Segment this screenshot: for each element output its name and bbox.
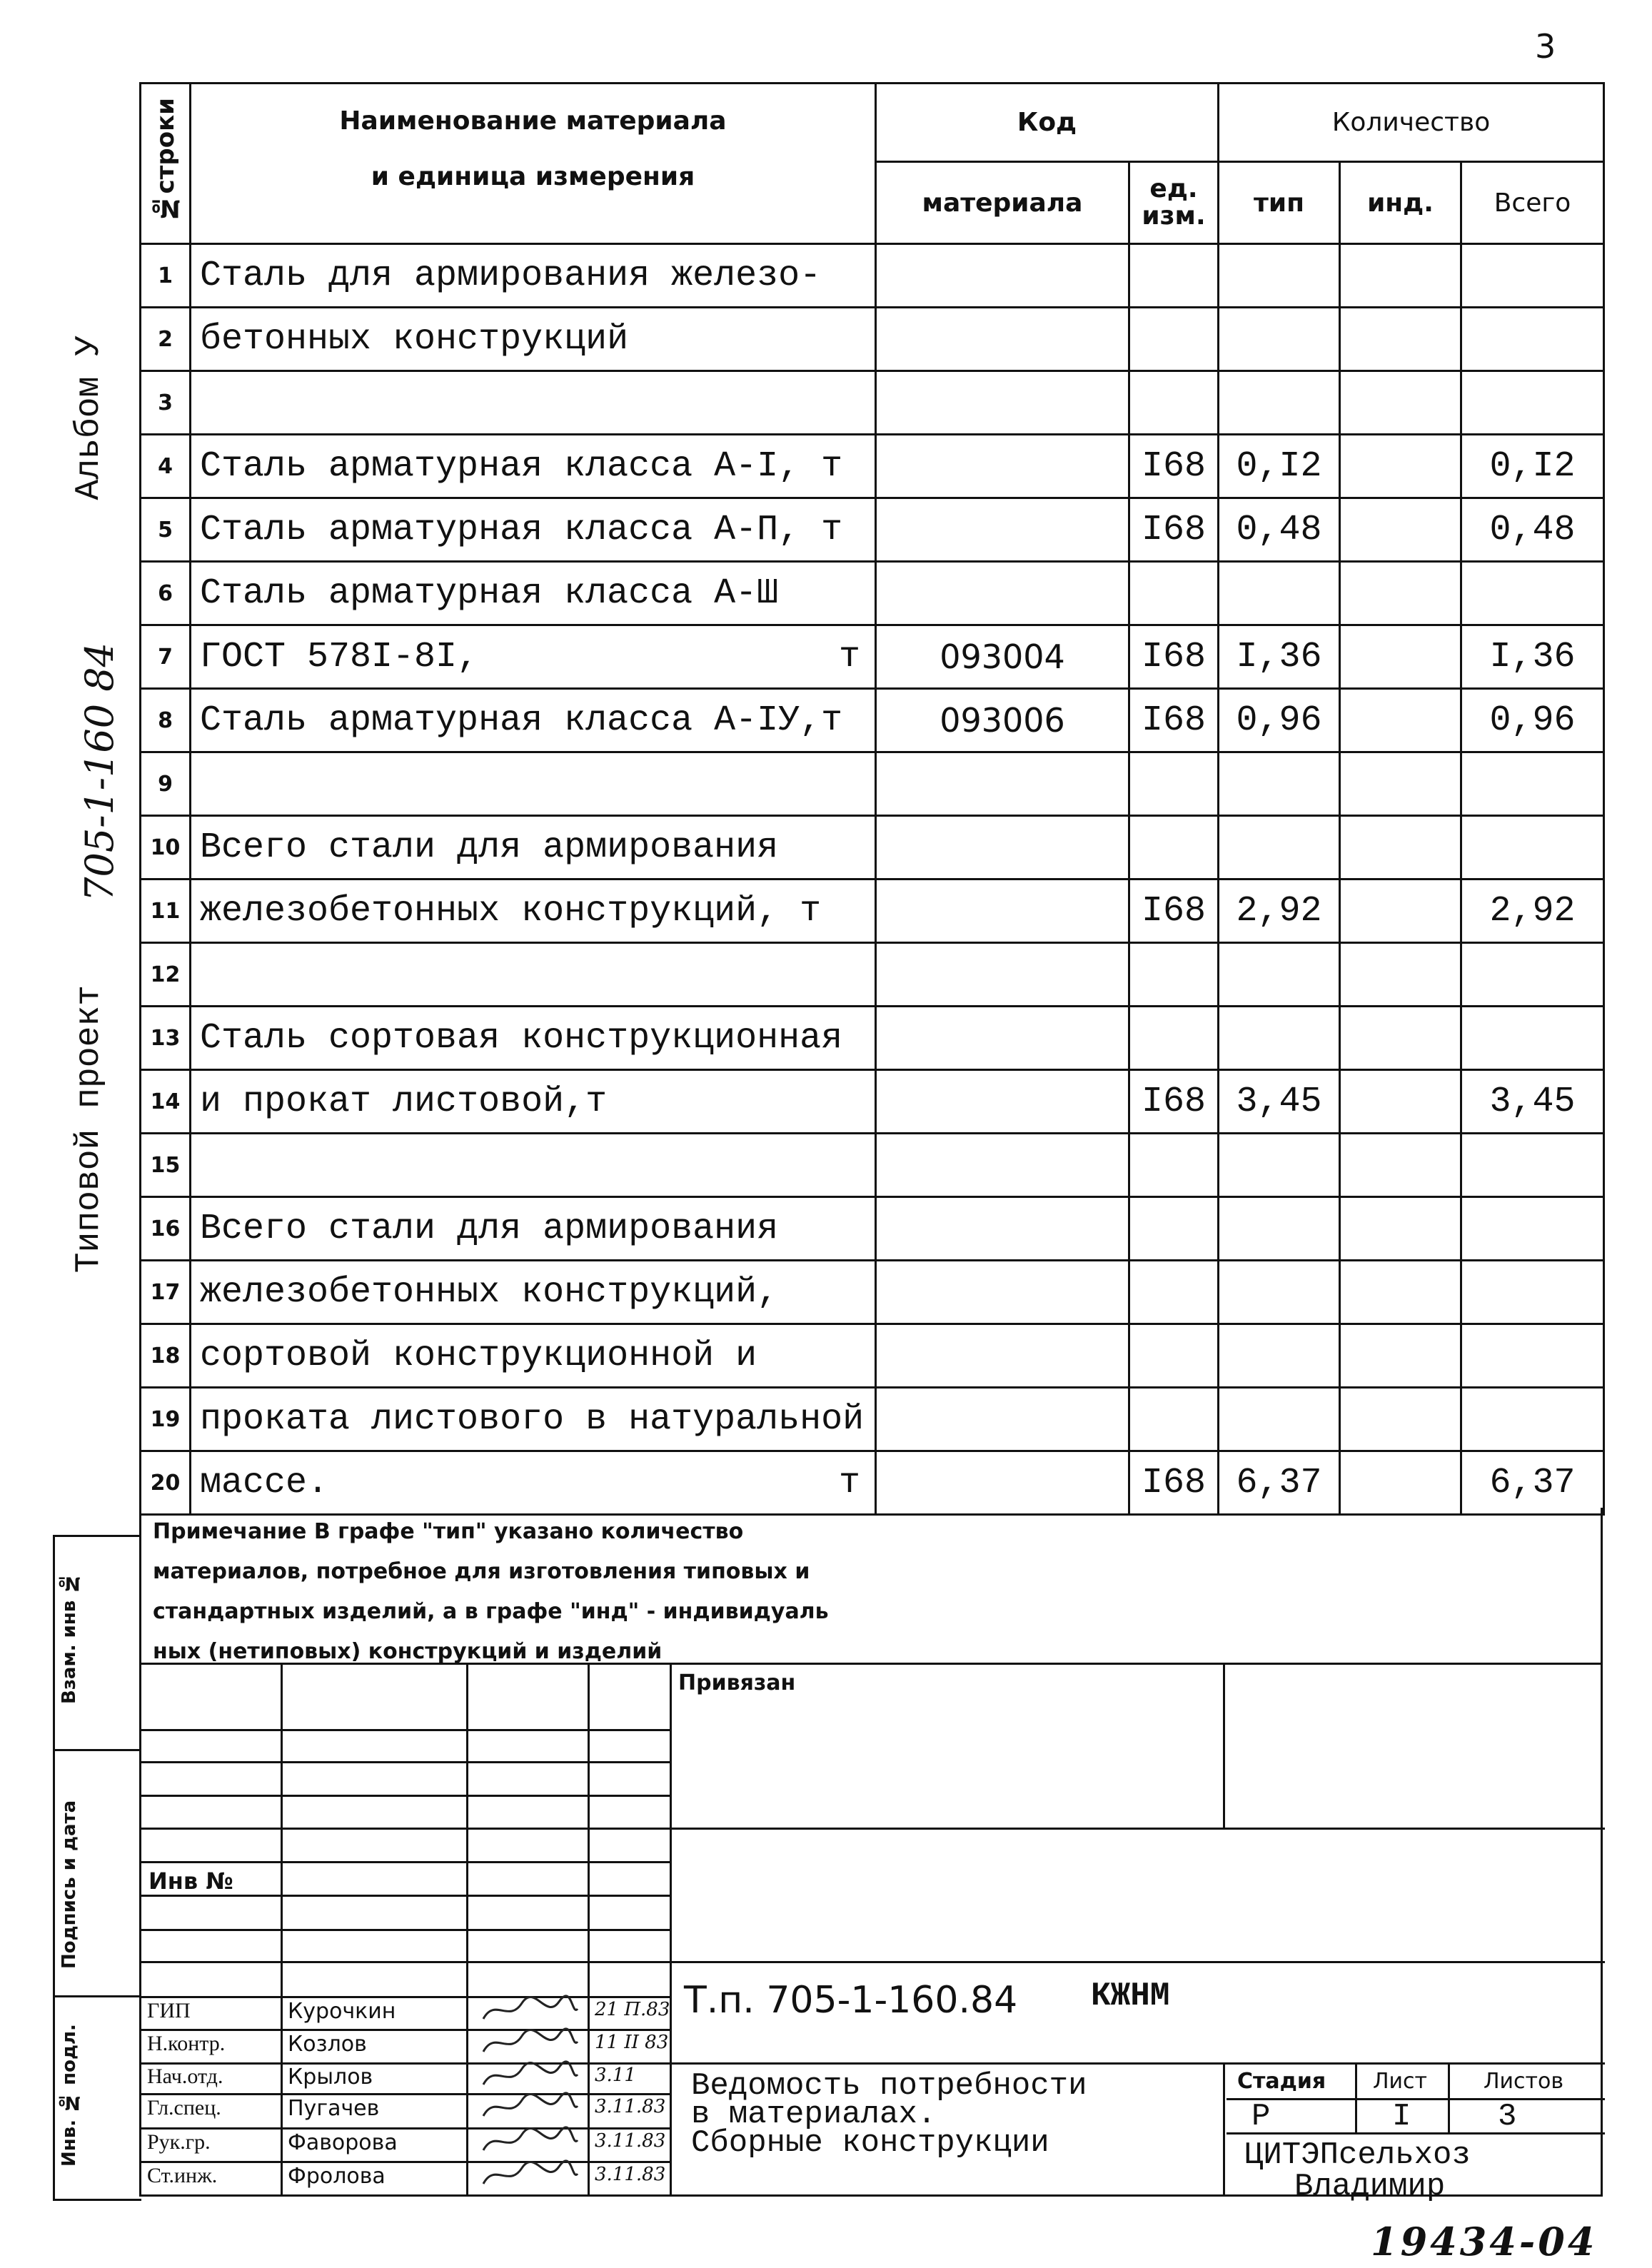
- title-block: [139, 1665, 1603, 2204]
- unit-code: [1129, 1388, 1219, 1451]
- qty-ind: [1340, 308, 1461, 371]
- table-row: [141, 1197, 1604, 1261]
- qty-type: 6,37: [1219, 1451, 1340, 1515]
- unit-code: [1129, 1324, 1219, 1388]
- qty-ind: [1340, 1324, 1461, 1388]
- organization-city: Владимир: [1294, 2169, 1446, 2204]
- unit-code: I68: [1129, 1070, 1219, 1134]
- unit-code: [1129, 1197, 1219, 1261]
- qty-total: 6,37: [1461, 1451, 1604, 1515]
- row-number: 6: [141, 562, 191, 625]
- header-code-unit: ед. изм.: [1129, 162, 1219, 244]
- doc-mark: КЖНМ: [1091, 1977, 1170, 2015]
- table-row: [141, 435, 1604, 498]
- header-qty-type: тип: [1219, 162, 1340, 244]
- qty-total: 2,92: [1461, 880, 1604, 943]
- row-number: 20: [141, 1451, 191, 1515]
- material-code: [876, 244, 1129, 308]
- unit-code: I68: [1129, 435, 1219, 498]
- row-number: 10: [141, 816, 191, 880]
- material-code: [876, 435, 1129, 498]
- material-code: [876, 1007, 1129, 1070]
- material-code: 093006: [876, 689, 1129, 752]
- margin-divider: [53, 1749, 141, 1751]
- margin-field-vzam-inv: Взам. инв №: [59, 1572, 80, 1705]
- qty-ind: [1340, 816, 1461, 880]
- qty-total: [1461, 1388, 1604, 1451]
- table-row: [141, 1134, 1604, 1197]
- material-name: [191, 943, 876, 1007]
- material-name: Сталь арматурная класса А-IУ,т: [191, 689, 876, 752]
- table-row: [141, 689, 1604, 752]
- material-name: и прокат листовой,т: [191, 1070, 876, 1134]
- row-number: 14: [141, 1070, 191, 1134]
- material-code: [876, 308, 1129, 371]
- qty-type: [1219, 562, 1340, 625]
- row-number: 7: [141, 625, 191, 689]
- signature-scribble: [480, 2126, 580, 2164]
- material-name: Сталь сортовая конструкционная: [191, 1007, 876, 1070]
- row-number: 19: [141, 1388, 191, 1451]
- qty-total: 0,48: [1461, 498, 1604, 562]
- privyazan-label: Привязан: [678, 1670, 796, 1695]
- qty-type: [1219, 943, 1340, 1007]
- table-row: [141, 498, 1604, 562]
- qty-type: [1219, 1007, 1340, 1070]
- qty-total: [1461, 371, 1604, 435]
- qty-type: [1219, 1134, 1340, 1197]
- row-number: 5: [141, 498, 191, 562]
- margin-field-signature-date: Подпись и дата: [59, 1800, 80, 1970]
- qty-ind: [1340, 435, 1461, 498]
- material-code: [876, 498, 1129, 562]
- sheet-value: I: [1392, 2099, 1411, 2135]
- unit-code: [1129, 752, 1219, 816]
- staff-date: 3.11.83: [595, 2096, 666, 2117]
- table-row: [141, 943, 1604, 1007]
- staff-date: 3.11: [595, 2065, 636, 2086]
- material-name: массе. т: [191, 1451, 876, 1515]
- qty-type: 0,48: [1219, 498, 1340, 562]
- unit-code: [1129, 244, 1219, 308]
- qty-total: [1461, 1324, 1604, 1388]
- sheet-label: Лист: [1373, 2069, 1428, 2094]
- table-row: [141, 1324, 1604, 1388]
- qty-ind: [1340, 880, 1461, 943]
- qty-type: [1219, 1388, 1340, 1451]
- margin-border: [53, 1535, 55, 2200]
- margin-divider: [53, 1535, 141, 1537]
- table-row: [141, 1070, 1604, 1134]
- material-code: [876, 562, 1129, 625]
- qty-ind: [1340, 1451, 1461, 1515]
- unit-label: т: [838, 636, 860, 677]
- margin-field-inv-podl: Инв. № подл.: [59, 2024, 80, 2167]
- qty-ind: [1340, 1388, 1461, 1451]
- material-code: [876, 1134, 1129, 1197]
- material-name: [191, 752, 876, 816]
- material-code: [876, 1388, 1129, 1451]
- table-row: [141, 816, 1604, 880]
- qty-ind: [1340, 1007, 1461, 1070]
- qty-total: [1461, 1134, 1604, 1197]
- staff-role: Гл.спец.: [147, 2096, 221, 2120]
- header-qty-total: Всего: [1461, 162, 1604, 244]
- qty-type: I,36: [1219, 625, 1340, 689]
- table-row: [141, 562, 1604, 625]
- organization-name: ЦИТЭПсельхоз: [1244, 2137, 1471, 2173]
- qty-type: 0,96: [1219, 689, 1340, 752]
- header-row-number: №строки: [141, 84, 191, 244]
- row-number: 13: [141, 1007, 191, 1070]
- note-text: Примечание В графе "тип" указано количество материалов, потребное для изготовления типовых и стандартных изделий, а в графе "инд" - индивидуаль ных (нетиповых) конструкций и изделий: [153, 1519, 829, 1664]
- qty-ind: [1340, 244, 1461, 308]
- unit-code: [1129, 1007, 1219, 1070]
- qty-total: [1461, 752, 1604, 816]
- qty-total: 0,I2: [1461, 435, 1604, 498]
- qty-ind: [1340, 1197, 1461, 1261]
- qty-type: [1219, 1197, 1340, 1261]
- header-name: Наименование материала и единица измерения: [191, 84, 876, 244]
- staff-date: 11 II 83: [595, 2032, 669, 2053]
- material-code: [876, 943, 1129, 1007]
- material-name: Сталь арматурная класса А-П, т: [191, 498, 876, 562]
- row-number: 2: [141, 308, 191, 371]
- qty-ind: [1340, 625, 1461, 689]
- row-number: 18: [141, 1324, 191, 1388]
- staff-name: Фролова: [288, 2164, 386, 2189]
- table-row: [141, 625, 1604, 689]
- qty-total: 3,45: [1461, 1070, 1604, 1134]
- unit-code: I68: [1129, 689, 1219, 752]
- row-number: 4: [141, 435, 191, 498]
- qty-type: 3,45: [1219, 1070, 1340, 1134]
- archive-number: 19434-04: [1371, 2219, 1598, 2264]
- qty-total: [1461, 562, 1604, 625]
- material-name: Сталь для армирования железо-: [191, 244, 876, 308]
- sheets-label: Листов: [1484, 2069, 1564, 2094]
- qty-ind: [1340, 752, 1461, 816]
- unit-code: I68: [1129, 880, 1219, 943]
- staff-name: Пугачев: [288, 2096, 380, 2121]
- qty-total: I,36: [1461, 625, 1604, 689]
- sheets-value: 3: [1498, 2099, 1517, 2135]
- signature-scribble: [480, 2092, 580, 2130]
- staff-role: ГИП: [147, 1999, 191, 2022]
- qty-ind: [1340, 689, 1461, 752]
- unit-code: I68: [1129, 1451, 1219, 1515]
- staff-date: 21 П.83: [595, 1999, 670, 2020]
- qty-ind: [1340, 562, 1461, 625]
- row-number: 3: [141, 371, 191, 435]
- qty-total: [1461, 816, 1604, 880]
- stage-label: Стадия: [1237, 2069, 1326, 2094]
- project-label: Типовой проект: [70, 985, 109, 1274]
- unit-code: [1129, 816, 1219, 880]
- material-name: проката листового в натуральной: [191, 1388, 876, 1451]
- qty-ind: [1340, 1261, 1461, 1324]
- table-row: [141, 244, 1604, 308]
- project-number-handwritten: 705-1-160 84: [77, 642, 122, 902]
- material-name: [191, 1134, 876, 1197]
- unit-code: [1129, 308, 1219, 371]
- table-row: [141, 1261, 1604, 1324]
- staff-date: 3.11.83: [595, 2164, 666, 2185]
- qty-total: [1461, 308, 1604, 371]
- staff-role: Н.контр.: [147, 2032, 226, 2055]
- row-number: 8: [141, 689, 191, 752]
- qty-ind: [1340, 498, 1461, 562]
- header-code: Код: [876, 84, 1219, 162]
- row-number: 16: [141, 1197, 191, 1261]
- unit-label: т: [838, 1462, 860, 1503]
- material-code: [876, 1197, 1129, 1261]
- qty-total: [1461, 943, 1604, 1007]
- table-row: [141, 308, 1604, 371]
- row-number: 17: [141, 1261, 191, 1324]
- staff-name: Курочкин: [288, 1999, 396, 2024]
- material-code: [876, 1261, 1129, 1324]
- qty-type: 2,92: [1219, 880, 1340, 943]
- doc-code: Т.п. 705-1-160.84: [684, 1979, 1018, 2022]
- material-name: бетонных конструкций: [191, 308, 876, 371]
- row-number: 15: [141, 1134, 191, 1197]
- qty-type: [1219, 371, 1340, 435]
- material-code: [876, 1451, 1129, 1515]
- staff-role: Рук.гр.: [147, 2130, 211, 2154]
- material-table: [139, 82, 1605, 1516]
- qty-total: [1461, 1261, 1604, 1324]
- material-name: Сталь арматурная класса А-I, т: [191, 435, 876, 498]
- margin-divider: [53, 2199, 141, 2201]
- material-name: железобетонных конструкций,: [191, 1261, 876, 1324]
- qty-ind: [1340, 371, 1461, 435]
- qty-ind: [1340, 943, 1461, 1007]
- qty-type: [1219, 752, 1340, 816]
- stage-value: Р: [1251, 2099, 1271, 2135]
- qty-total: 0,96: [1461, 689, 1604, 752]
- material-name: Всего стали для армирования: [191, 816, 876, 880]
- header-code-material: материала: [876, 162, 1129, 244]
- material-code: [876, 752, 1129, 816]
- staff-date: 3.11.83: [595, 2130, 666, 2152]
- staff-name: Фаворова: [288, 2130, 398, 2155]
- margin-divider: [53, 1995, 141, 1997]
- row-number: 11: [141, 880, 191, 943]
- qty-ind: [1340, 1134, 1461, 1197]
- material-name: Сталь арматурная класса А-Ш: [191, 562, 876, 625]
- qty-total: [1461, 244, 1604, 308]
- staff-role: Нач.отд.: [147, 2065, 223, 2088]
- unit-code: [1129, 943, 1219, 1007]
- material-code: [876, 1324, 1129, 1388]
- qty-type: [1219, 1261, 1340, 1324]
- material-code: [876, 371, 1129, 435]
- table-row: [141, 1451, 1604, 1515]
- material-code: 093004: [876, 625, 1129, 689]
- unit-code: [1129, 562, 1219, 625]
- page-number: 3: [1535, 27, 1556, 66]
- qty-type: [1219, 308, 1340, 371]
- qty-type: [1219, 1324, 1340, 1388]
- unit-code: I68: [1129, 625, 1219, 689]
- row-number: 9: [141, 752, 191, 816]
- staff-name: Козлов: [288, 2032, 367, 2057]
- header-qty-ind: инд.: [1340, 162, 1461, 244]
- material-name: железобетонных конструкций, т: [191, 880, 876, 943]
- qty-ind: [1340, 1070, 1461, 1134]
- table-row: [141, 752, 1604, 816]
- unit-code: [1129, 1261, 1219, 1324]
- table-row: [141, 1007, 1604, 1070]
- album-caption: Альбом У: [70, 336, 109, 500]
- signature-scribble: [480, 2159, 580, 2198]
- material-name: Всего стали для армирования: [191, 1197, 876, 1261]
- material-code: [876, 880, 1129, 943]
- table-row: [141, 371, 1604, 435]
- qty-type: [1219, 244, 1340, 308]
- material-name: [191, 371, 876, 435]
- qty-total: [1461, 1197, 1604, 1261]
- material-code: [876, 816, 1129, 880]
- table-row: [141, 1388, 1604, 1451]
- note-box: [139, 1508, 1603, 1665]
- header-quantity: Количество: [1219, 84, 1604, 162]
- row-number: 1: [141, 244, 191, 308]
- unit-code: I68: [1129, 498, 1219, 562]
- qty-type: [1219, 816, 1340, 880]
- staff-role: Ст.инж.: [147, 2164, 218, 2187]
- material-name: сортовой конструкционной и: [191, 1324, 876, 1388]
- staff-name: Крылов: [288, 2065, 373, 2090]
- material-code: [876, 1070, 1129, 1134]
- document-title: Ведомость потребности в материалах. Сборные конструкции: [691, 2068, 1087, 2161]
- table-row: [141, 880, 1604, 943]
- material-name: ГОСТ 578I-8I, т: [191, 625, 876, 689]
- row-number: 12: [141, 943, 191, 1007]
- qty-type: 0,I2: [1219, 435, 1340, 498]
- inv-no-label: Инв №: [148, 1868, 233, 1895]
- unit-code: [1129, 371, 1219, 435]
- qty-total: [1461, 1007, 1604, 1070]
- unit-code: [1129, 1134, 1219, 1197]
